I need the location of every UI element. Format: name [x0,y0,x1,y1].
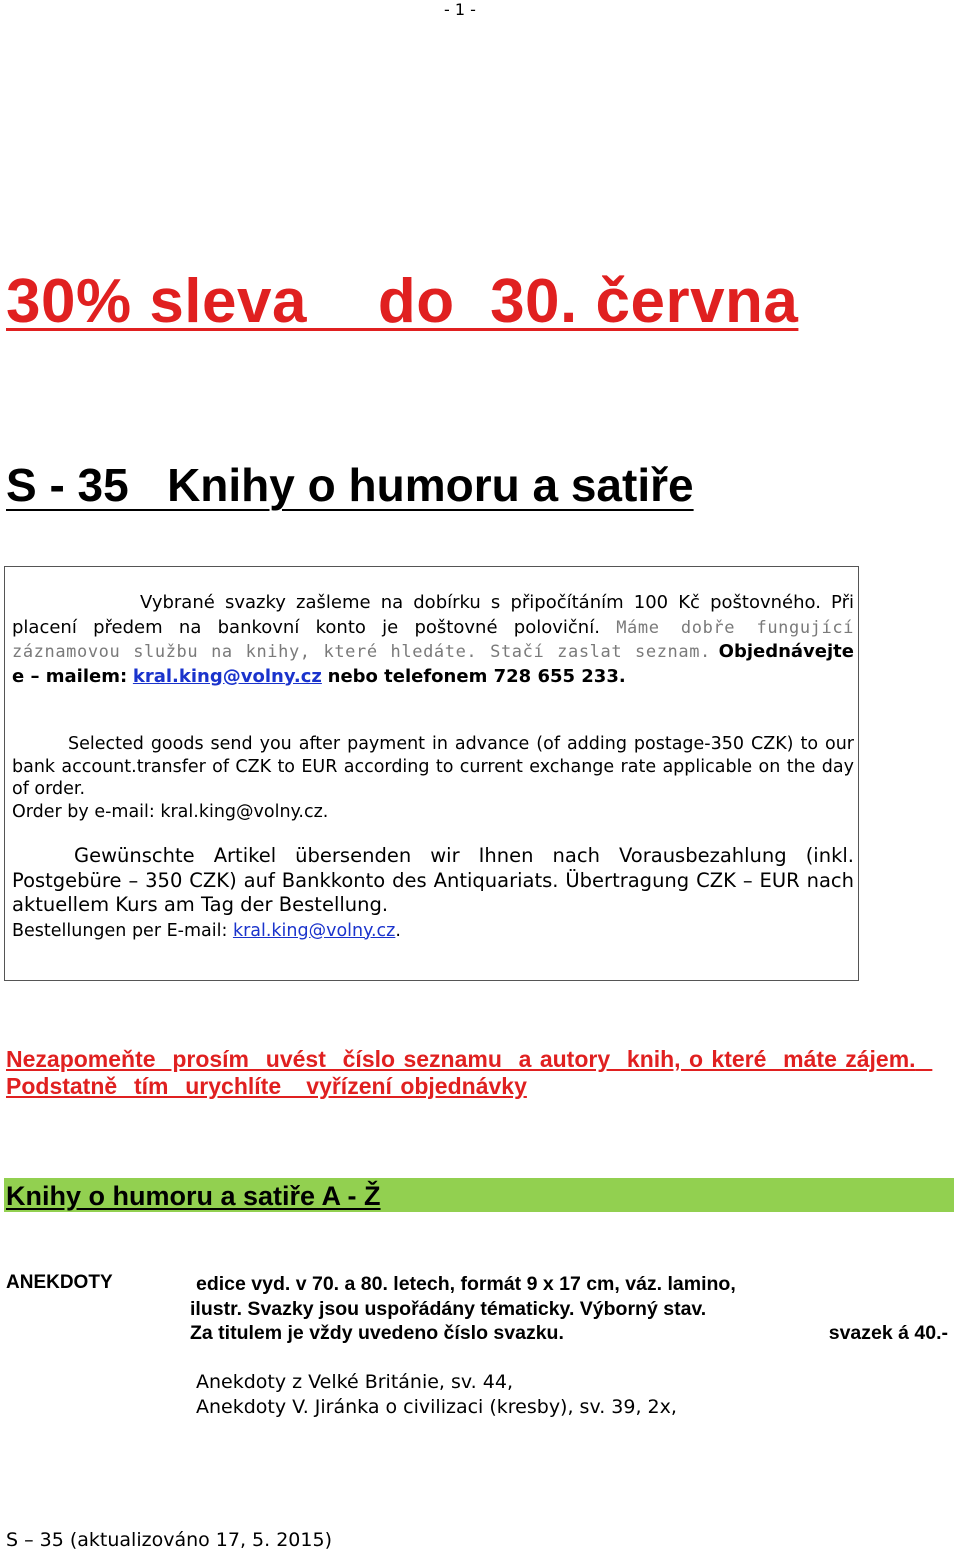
item-desc-line3-left: Za titulem je vždy uvedeno číslo svazku. [190,1322,564,1344]
email-link[interactable]: kral.king@volny.cz [132,665,322,687]
item-price: svazek á 40.- [828,1322,948,1344]
item-entries [196,1370,677,1420]
en-text: Selected goods send you after payment in advance (of adding postage-350 CZK) to our bank account.transfer of CZK to EUR according to current exchange rate applicable on the day of order. [12,734,854,799]
de-order-suffix: . [395,920,401,941]
promo-title: 30% sleva do 30. června [6,267,799,336]
de-order-prefix: Bestellungen per E-mail: [12,920,228,941]
cz-service: Máme dobře fungující záznamovou službu na knihy, které hledáte. Stačí zaslat seznam. [12,617,854,662]
english-info [12,733,854,823]
list-item: Anekdoty V. Jiránka o civilizaci (kresby), sv. 39, 2x, [196,1396,677,1418]
catalog-title: S - 35 Knihy o humoru a satiře [6,459,694,511]
item-desc-line1: edice vyd. v 70. a 80. letech, formát 9 x 17 cm, váz. lamino, [196,1273,736,1295]
item-description [190,1272,960,1346]
footer: S – 35 (aktualizováno 17, 5. 2015) [6,1529,332,1551]
item-heading: ANEKDOTY [6,1272,113,1293]
item-desc-line2: ilustr. Svazky jsou uspořádány tématicky. Výborný stav. [190,1297,707,1320]
cz-order-suffix: nebo telefonem 728 655 233. [327,665,626,687]
de-email-link[interactable]: kral.king@volny.cz [232,920,396,941]
german-info [12,844,854,943]
page-number: - 1 - [444,0,476,19]
order-warning: Nezapomeňte prosím uvést číslo seznamu a autory knih, o které máte zájem. Podstatně tím urychlíte vyřízení objednávky [6,1046,933,1099]
de-text: Gewünschte Artikel übersenden wir Ihnen nach Vorausbezahlung (inkl. Postgebüre – 350 CZK) auf Bankkonto des Antiquariats. Übertragung CZK – EUR nach aktuellem Kurs am Tag der Bestellung. [12,844,854,916]
cz-order-prefix: Objednávejte e – mailem: [12,641,854,687]
en-order: Order by e-mail: kral.king@volny.cz. [12,801,329,822]
section-title: Knihy o humoru a satiře A - Ž [6,1181,381,1211]
list-item: Anekdoty z Velké Británie, sv. 44, [196,1371,513,1393]
cz-intro: Vybrané svazky zašleme na dobírku s připočítáním 100 Kč poštovného. Při placení předem na bankovní konto je poštovné poloviční. [12,592,854,638]
czech-info [12,591,854,689]
